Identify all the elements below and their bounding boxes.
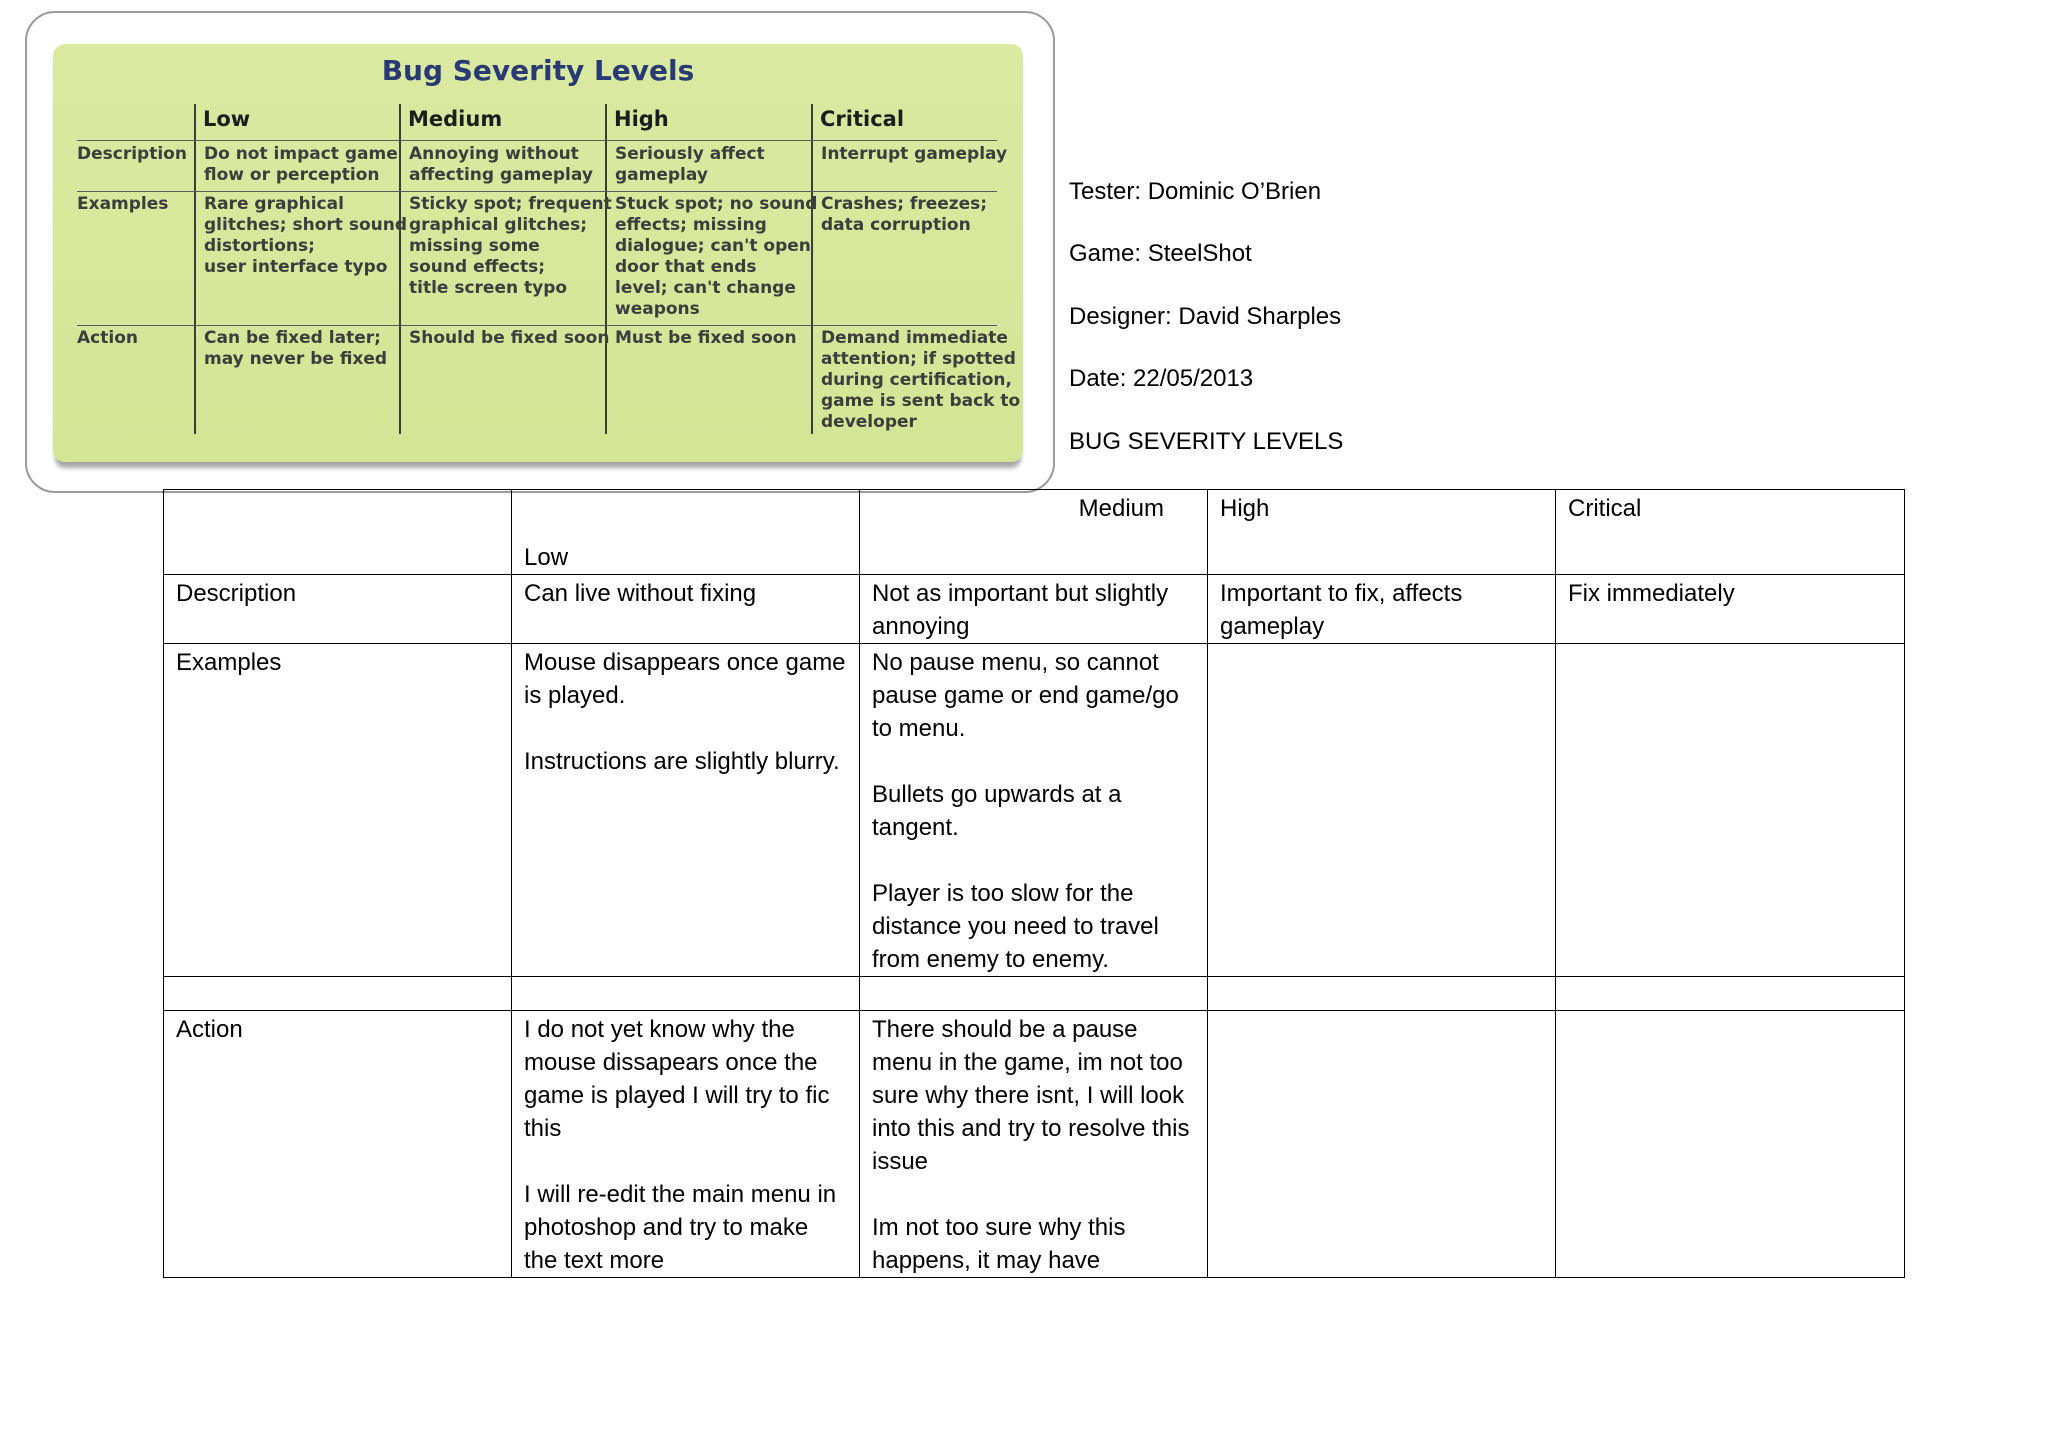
table-header-row [164, 490, 1905, 575]
header-cell-critical: Critical [1556, 490, 1905, 575]
table-cell: Not as important but slightly annoying [860, 575, 1208, 644]
ref-header-critical: Critical [820, 107, 905, 131]
table-cell [1556, 644, 1905, 977]
table-row [164, 644, 1905, 977]
ref-cell: Stuck spot; no sound effects; missing dialogue; can't open door that ends level; can't change weapons [615, 194, 818, 319]
row-label-action: Action [164, 1011, 512, 1278]
ref-row-label-examples: Examples [77, 194, 169, 214]
table-cell [1208, 977, 1556, 1011]
ref-cell: Sticky spot; frequent graphical glitches; missing some sound effects; title screen typo [409, 194, 612, 298]
ref-cell: Do not impact game flow or perception [204, 144, 398, 185]
reference-image [53, 44, 1023, 462]
header-cell-low: Low [512, 490, 860, 575]
row-label-examples: Examples [164, 644, 512, 977]
table-cell: I do not yet know why the mouse dissapears once the game is played I will try to fic this I will re-edit the main menu in photoshop and try to make the text more [512, 1011, 860, 1278]
ref-cell: Interrupt gameplay [821, 144, 1008, 164]
table-row [164, 575, 1905, 644]
ref-cell: Seriously affect gameplay [615, 144, 765, 185]
table-cell: Important to fix, affects gameplay [1208, 575, 1556, 644]
ref-row-label-action: Action [77, 328, 138, 348]
ref-cell: Must be fixed soon [615, 328, 797, 348]
table-cell [1208, 644, 1556, 977]
row-label-description: Description [164, 575, 512, 644]
section-heading: BUG SEVERITY LEVELS [1069, 428, 1344, 455]
designer-line: Designer: David Sharples [1069, 303, 1342, 330]
table-cell: Mouse disappears once game is played. Instructions are slightly blurry. [512, 644, 860, 977]
ref-cell: Rare graphical glitches; short sound distortions; user interface typo [204, 194, 407, 277]
header-cell-medium: Medium [860, 490, 1208, 575]
header-cell-empty [164, 490, 512, 575]
table-cell [1556, 977, 1905, 1011]
ref-row-label-description: Description [77, 144, 187, 164]
table-cell: Fix immediately [1556, 575, 1905, 644]
table-cell [512, 977, 860, 1011]
ref-cell: Should be fixed soon [409, 328, 610, 348]
table-row [164, 1011, 1905, 1278]
ref-divider [77, 191, 997, 192]
ref-divider [77, 325, 997, 326]
header-cell-high: High [1208, 490, 1556, 575]
table-cell [860, 977, 1208, 1011]
bug-severity-table [163, 489, 1905, 1278]
ref-header-low: Low [203, 107, 251, 131]
ref-divider [194, 104, 196, 434]
tester-line: Tester: Dominic O’Brien [1069, 178, 1322, 205]
table-cell [1556, 1011, 1905, 1278]
ref-cell: Annoying without affecting gameplay [409, 144, 593, 185]
table-cell [1208, 1011, 1556, 1278]
table-cell [164, 977, 512, 1011]
table-cell: There should be a pause menu in the game, im not too sure why there isnt, I will look into this and try to resolve this issue Im not too sure why this happens, it may have [860, 1011, 1208, 1278]
ref-cell: Can be fixed later; may never be fixed [204, 328, 388, 369]
ref-header-high: High [614, 107, 669, 131]
ref-cell: Crashes; freezes; data corruption [821, 194, 988, 235]
table-row-spacer [164, 977, 1905, 1011]
date-line: Date: 22/05/2013 [1069, 365, 1254, 392]
table-cell: Can live without fixing [512, 575, 860, 644]
game-line: Game: SteelShot [1069, 240, 1252, 267]
table-cell: No pause menu, so cannot pause game or end game/go to menu. Bullets go upwards at a tangent. Player is too slow for the distance you need to travel from enemy to enemy. [860, 644, 1208, 977]
reference-title: Bug Severity Levels [381, 54, 695, 87]
ref-divider [77, 140, 997, 141]
ref-header-medium: Medium [408, 107, 503, 131]
ref-cell: Demand immediate attention; if spotted during certification, game is sent back to developer [821, 328, 1021, 432]
